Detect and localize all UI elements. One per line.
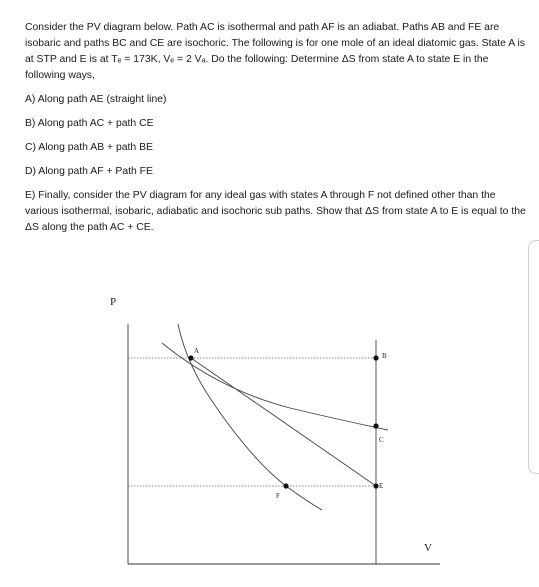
label-e: E xyxy=(379,482,384,490)
problem-intro: Consider the PV diagram below. Path AC is isothermal and path AF is an adiabat. Paths AB and FE are isobaric and paths BC and CE are isochoric. The following is for one mole of an ideal diatomic gas. State A is at STP and E is at Tₑ = 173K, Vₑ = 2 Vₐ. Do the following: Determine ΔS from state A to state E in the following ways, xyxy=(25,22,525,81)
point-f xyxy=(283,483,288,488)
pv-diagram xyxy=(90,278,450,578)
point-c xyxy=(373,423,378,428)
part-e: E) Finally, consider the PV diagram for any ideal gas with states A through F not defined other than the various isothermal, isobaric, adiabatic and isochoric sub paths. Show that ΔS from state A to E is equal to the ΔS along the path AC + CE. xyxy=(25,190,526,233)
axis-p-label: P xyxy=(110,296,117,308)
problem-text xyxy=(25,20,530,236)
isotherm-ac xyxy=(162,343,388,430)
point-b xyxy=(373,355,378,360)
pv-diagram-svg xyxy=(90,278,450,578)
path-ae xyxy=(191,358,376,486)
label-b: B xyxy=(382,352,387,360)
label-a: A xyxy=(194,347,200,355)
part-c: C) Along path AB + path BE xyxy=(25,142,153,153)
axis-v-label: V xyxy=(424,542,432,554)
side-panel-edge xyxy=(528,240,539,474)
part-a: A) Along path AE (straight line) xyxy=(25,94,167,105)
point-e xyxy=(373,483,378,488)
point-a xyxy=(188,355,193,360)
part-b: B) Along path AC + path CE xyxy=(25,118,154,129)
label-f: F xyxy=(276,492,280,500)
label-c: C xyxy=(379,436,384,444)
part-d: D) Along path AF + Path FE xyxy=(25,166,153,177)
adiabat-af xyxy=(178,324,322,510)
